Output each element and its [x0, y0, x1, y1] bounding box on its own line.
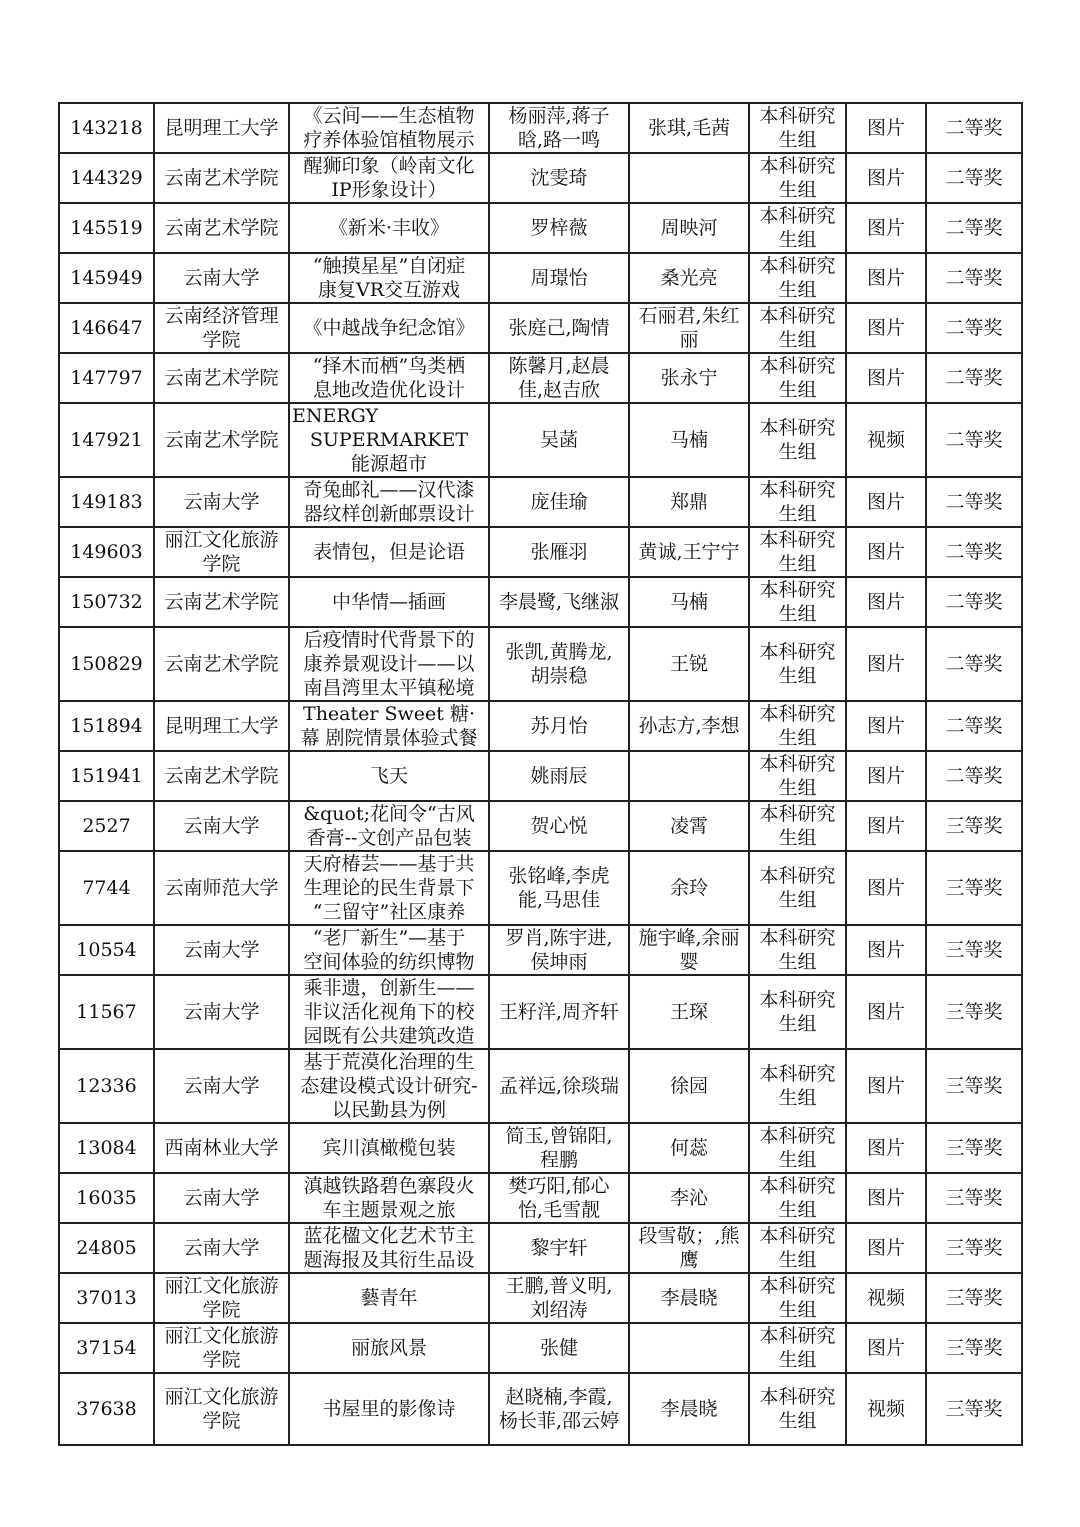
category-cell: 本科研究 生组	[749, 103, 846, 153]
advisors-cell: 王锐	[629, 627, 749, 701]
advisors-cell	[629, 1323, 749, 1373]
advisors-cell: 桑光亮	[629, 253, 749, 303]
advisors-cell: 马楠	[629, 577, 749, 627]
award-cell: 二等奖	[926, 751, 1022, 801]
award-cell: 三等奖	[926, 1173, 1022, 1223]
work-title-cell: 飞天	[289, 751, 489, 801]
advisors-cell: 施宇峰,余丽 婴	[629, 925, 749, 975]
authors-cell: 张雁羽	[489, 527, 629, 577]
authors-cell: 吴菡	[489, 403, 629, 477]
work-title-cell: 醒狮印象（岭南文化 IP形象设计）	[289, 153, 489, 203]
school-cell: 云南艺术学院	[154, 203, 289, 253]
work-title-cell: 基于荒漠化治理的生 态建设模式设计研究- 以民勤县为例	[289, 1049, 489, 1123]
category-cell: 本科研究 生组	[749, 303, 846, 353]
work-title-cell: “触摸星星”自闭症 康复VR交互游戏	[289, 253, 489, 303]
entry-id-cell: 37013	[59, 1273, 154, 1323]
category-cell: 本科研究 生组	[749, 1123, 846, 1173]
work-title-cell: 宾川滇橄榄包装	[289, 1123, 489, 1173]
category-cell: 本科研究 生组	[749, 851, 846, 925]
advisors-cell: 李晨晓	[629, 1373, 749, 1445]
school-cell: 丽江文化旅游 学院	[154, 1373, 289, 1445]
school-cell: 丽江文化旅游 学院	[154, 1323, 289, 1373]
school-cell: 云南大学	[154, 925, 289, 975]
authors-cell: 罗梓薇	[489, 203, 629, 253]
entry-id-cell: 12336	[59, 1049, 154, 1123]
work-title-cell: 奇兔邮礼——汉代漆 器纹样创新邮票设计	[289, 477, 489, 527]
authors-cell: 苏月怡	[489, 701, 629, 751]
category-cell: 本科研究 生组	[749, 403, 846, 477]
category-cell: 本科研究 生组	[749, 527, 846, 577]
school-cell: 云南大学	[154, 1049, 289, 1123]
entry-id-cell: 143218	[59, 103, 154, 153]
school-cell: 云南经济管理 学院	[154, 303, 289, 353]
category-cell: 本科研究 生组	[749, 203, 846, 253]
entry-id-cell: 151894	[59, 701, 154, 751]
awards-table	[58, 102, 1023, 1446]
award-cell: 二等奖	[926, 627, 1022, 701]
work-type-cell: 图片	[846, 303, 926, 353]
work-title-cell: 丽旅风景	[289, 1323, 489, 1373]
advisors-cell: 石丽君,朱红 丽	[629, 303, 749, 353]
school-cell: 云南大学	[154, 801, 289, 851]
advisors-cell: 李沁	[629, 1173, 749, 1223]
work-title-cell: Theater Sweet 糖· 幕 剧院情景体验式餐	[289, 701, 489, 751]
work-type-cell: 视频	[846, 1373, 926, 1445]
advisors-cell	[629, 751, 749, 801]
work-type-cell: 图片	[846, 253, 926, 303]
authors-cell: 樊巧阳,郁心 怡,毛雪靓	[489, 1173, 629, 1223]
table-row	[59, 1323, 1022, 1373]
work-title-cell: 《云间——生态植物 疗养体验馆植物展示	[289, 103, 489, 153]
award-cell: 二等奖	[926, 477, 1022, 527]
work-type-cell: 图片	[846, 103, 926, 153]
category-cell: 本科研究 生组	[749, 627, 846, 701]
work-title-cell: 中华情—插画	[289, 577, 489, 627]
advisors-cell: 黄诚,王宁宁	[629, 527, 749, 577]
work-type-cell: 视频	[846, 1273, 926, 1323]
work-type-cell: 图片	[846, 751, 926, 801]
authors-cell: 张铭峰,李虎 能,马思佳	[489, 851, 629, 925]
category-cell: 本科研究 生组	[749, 353, 846, 403]
authors-cell: 周璟怡	[489, 253, 629, 303]
authors-cell: 罗肖,陈宇进, 侯坤雨	[489, 925, 629, 975]
entry-id-cell: 151941	[59, 751, 154, 801]
entry-id-cell: 7744	[59, 851, 154, 925]
category-cell: 本科研究 生组	[749, 925, 846, 975]
school-cell: 云南大学	[154, 477, 289, 527]
table-row	[59, 527, 1022, 577]
award-cell: 二等奖	[926, 353, 1022, 403]
work-title-cell: 蓝花楹文化艺术节主 题海报及其衍生品设	[289, 1223, 489, 1273]
work-title-cell: “择木而栖”鸟类栖 息地改造优化设计	[289, 353, 489, 403]
award-cell: 三等奖	[926, 1223, 1022, 1273]
award-cell: 三等奖	[926, 801, 1022, 851]
work-type-cell: 图片	[846, 1049, 926, 1123]
table-row	[59, 975, 1022, 1049]
school-cell: 昆明理工大学	[154, 701, 289, 751]
award-cell: 三等奖	[926, 1049, 1022, 1123]
award-cell: 三等奖	[926, 1273, 1022, 1323]
entry-id-cell: 13084	[59, 1123, 154, 1173]
table-row	[59, 1173, 1022, 1223]
table-row	[59, 1373, 1022, 1445]
category-cell: 本科研究 生组	[749, 801, 846, 851]
authors-cell: 张健	[489, 1323, 629, 1373]
category-cell: 本科研究 生组	[749, 1273, 846, 1323]
school-cell: 云南大学	[154, 1173, 289, 1223]
advisors-cell: 周映河	[629, 203, 749, 253]
work-title-cell: “老厂新生”—基于 空间体验的纺织博物	[289, 925, 489, 975]
authors-cell: 张庭己,陶情	[489, 303, 629, 353]
entry-id-cell: 145519	[59, 203, 154, 253]
table-row	[59, 577, 1022, 627]
table-row	[59, 353, 1022, 403]
table-row	[59, 103, 1022, 153]
school-cell: 云南艺术学院	[154, 627, 289, 701]
advisors-cell: 徐园	[629, 1049, 749, 1123]
advisors-cell	[629, 153, 749, 203]
award-cell: 三等奖	[926, 1123, 1022, 1173]
award-cell: 二等奖	[926, 577, 1022, 627]
advisors-cell: 何蕊	[629, 1123, 749, 1173]
entry-id-cell: 149183	[59, 477, 154, 527]
entry-id-cell: 24805	[59, 1223, 154, 1273]
work-type-cell: 图片	[846, 203, 926, 253]
school-cell: 云南大学	[154, 1223, 289, 1273]
authors-cell: 李晨鹭,飞继淑	[489, 577, 629, 627]
table-body	[59, 103, 1022, 1445]
school-cell: 丽江文化旅游 学院	[154, 527, 289, 577]
table-row	[59, 153, 1022, 203]
work-type-cell: 视频	[846, 403, 926, 477]
table-row	[59, 1273, 1022, 1323]
advisors-cell: 郑鼎	[629, 477, 749, 527]
authors-cell: 张凯,黄腾龙, 胡崇稳	[489, 627, 629, 701]
authors-cell: 姚雨辰	[489, 751, 629, 801]
authors-cell: 简玉,曾锦阳, 程鹏	[489, 1123, 629, 1173]
entry-id-cell: 147797	[59, 353, 154, 403]
award-cell: 二等奖	[926, 253, 1022, 303]
entry-id-cell: 144329	[59, 153, 154, 203]
advisors-cell: 孙志方,李想	[629, 701, 749, 751]
work-title-cell: 天府椿芸——基于共 生理论的民生背景下 “三留守”社区康养	[289, 851, 489, 925]
work-type-cell: 图片	[846, 1323, 926, 1373]
authors-cell: 王鹏,普义明, 刘绍涛	[489, 1273, 629, 1323]
entry-id-cell: 147921	[59, 403, 154, 477]
advisors-cell: 凌霄	[629, 801, 749, 851]
table-row	[59, 627, 1022, 701]
work-title-cell: 后疫情时代背景下的 康养景观设计——以 南昌湾里太平镇秘境	[289, 627, 489, 701]
entry-id-cell: 37154	[59, 1323, 154, 1373]
authors-cell: 庞佳瑜	[489, 477, 629, 527]
work-title-cell: 表情包，但是论语	[289, 527, 489, 577]
work-type-cell: 图片	[846, 701, 926, 751]
table-row	[59, 925, 1022, 975]
category-cell: 本科研究 生组	[749, 1049, 846, 1123]
advisors-cell: 马楠	[629, 403, 749, 477]
work-type-cell: 图片	[846, 627, 926, 701]
advisors-cell: 段雪敬；,熊 鹰	[629, 1223, 749, 1273]
school-cell: 丽江文化旅游 学院	[154, 1273, 289, 1323]
school-cell: 云南大学	[154, 253, 289, 303]
award-cell: 三等奖	[926, 1373, 1022, 1445]
category-cell: 本科研究 生组	[749, 975, 846, 1049]
award-cell: 三等奖	[926, 925, 1022, 975]
table-row	[59, 303, 1022, 353]
table-row	[59, 403, 1022, 477]
category-cell: 本科研究 生组	[749, 253, 846, 303]
table-row	[59, 1123, 1022, 1173]
school-cell: 云南艺术学院	[154, 353, 289, 403]
work-type-cell: 图片	[846, 477, 926, 527]
advisors-cell: 李晨晓	[629, 1273, 749, 1323]
work-title-cell: 藝青年	[289, 1273, 489, 1323]
entry-id-cell: 16035	[59, 1173, 154, 1223]
work-type-cell: 图片	[846, 851, 926, 925]
advisors-cell: 余玲	[629, 851, 749, 925]
award-cell: 三等奖	[926, 975, 1022, 1049]
entry-id-cell: 10554	[59, 925, 154, 975]
work-title-cell: &quot;花间令“古风 香膏--文创产品包装	[289, 801, 489, 851]
table-row	[59, 751, 1022, 801]
work-title-cell: 滇越铁路碧色寨段火 车主题景观之旅	[289, 1173, 489, 1223]
award-cell: 三等奖	[926, 851, 1022, 925]
award-cell: 二等奖	[926, 527, 1022, 577]
authors-cell: 孟祥远,徐琰瑞	[489, 1049, 629, 1123]
work-type-cell: 图片	[846, 1123, 926, 1173]
work-type-cell: 图片	[846, 1173, 926, 1223]
award-cell: 二等奖	[926, 103, 1022, 153]
school-cell: 云南艺术学院	[154, 751, 289, 801]
category-cell: 本科研究 生组	[749, 477, 846, 527]
authors-cell: 陈馨月,赵晨 佳,赵吉欣	[489, 353, 629, 403]
category-cell: 本科研究 生组	[749, 1223, 846, 1273]
category-cell: 本科研究 生组	[749, 1173, 846, 1223]
work-title-cell: 书屋里的影像诗	[289, 1373, 489, 1445]
school-cell: 云南艺术学院	[154, 577, 289, 627]
category-cell: 本科研究 生组	[749, 1373, 846, 1445]
category-cell: 本科研究 生组	[749, 153, 846, 203]
award-cell: 三等奖	[926, 1323, 1022, 1373]
table-row	[59, 1223, 1022, 1273]
advisors-cell: 张琪,毛茜	[629, 103, 749, 153]
award-cell: 二等奖	[926, 303, 1022, 353]
work-type-cell: 图片	[846, 577, 926, 627]
school-cell: 云南师范大学	[154, 851, 289, 925]
work-type-cell: 图片	[846, 353, 926, 403]
work-title-cell: ENERGY SUPERMARKET 能源超市	[289, 403, 489, 477]
authors-cell: 沈雯琦	[489, 153, 629, 203]
table-row	[59, 203, 1022, 253]
entry-id-cell: 37638	[59, 1373, 154, 1445]
award-cell: 二等奖	[926, 701, 1022, 751]
advisors-cell: 张永宁	[629, 353, 749, 403]
work-type-cell: 图片	[846, 153, 926, 203]
category-cell: 本科研究 生组	[749, 577, 846, 627]
entry-id-cell: 150732	[59, 577, 154, 627]
advisors-cell: 王琛	[629, 975, 749, 1049]
table-row	[59, 477, 1022, 527]
table-row	[59, 701, 1022, 751]
category-cell: 本科研究 生组	[749, 751, 846, 801]
authors-cell: 黎宇轩	[489, 1223, 629, 1273]
table-row	[59, 851, 1022, 925]
award-cell: 二等奖	[926, 153, 1022, 203]
work-title-cell: 《新米·丰收》	[289, 203, 489, 253]
work-type-cell: 图片	[846, 975, 926, 1049]
authors-cell: 贺心悦	[489, 801, 629, 851]
work-type-cell: 图片	[846, 801, 926, 851]
table-row	[59, 253, 1022, 303]
work-type-cell: 图片	[846, 925, 926, 975]
authors-cell: 赵晓楠,李霞, 杨长菲,邵云婷	[489, 1373, 629, 1445]
school-cell: 昆明理工大学	[154, 103, 289, 153]
work-type-cell: 图片	[846, 527, 926, 577]
school-cell: 西南林业大学	[154, 1123, 289, 1173]
entry-id-cell: 11567	[59, 975, 154, 1049]
entry-id-cell: 150829	[59, 627, 154, 701]
authors-cell: 王籽洋,周齐轩	[489, 975, 629, 1049]
table-row	[59, 1049, 1022, 1123]
work-title-cell: 乘非遗，创新生—— 非议活化视角下的校 园既有公共建筑改造	[289, 975, 489, 1049]
entry-id-cell: 149603	[59, 527, 154, 577]
entry-id-cell: 145949	[59, 253, 154, 303]
entry-id-cell: 2527	[59, 801, 154, 851]
entry-id-cell: 146647	[59, 303, 154, 353]
award-cell: 二等奖	[926, 203, 1022, 253]
authors-cell: 杨丽萍,蒋子 晗,路一鸣	[489, 103, 629, 153]
school-cell: 云南艺术学院	[154, 153, 289, 203]
table-row	[59, 801, 1022, 851]
work-title-cell: 《中越战争纪念馆》	[289, 303, 489, 353]
award-cell: 二等奖	[926, 403, 1022, 477]
school-cell: 云南艺术学院	[154, 403, 289, 477]
school-cell: 云南大学	[154, 975, 289, 1049]
work-type-cell: 图片	[846, 1223, 926, 1273]
category-cell: 本科研究 生组	[749, 1323, 846, 1373]
category-cell: 本科研究 生组	[749, 701, 846, 751]
